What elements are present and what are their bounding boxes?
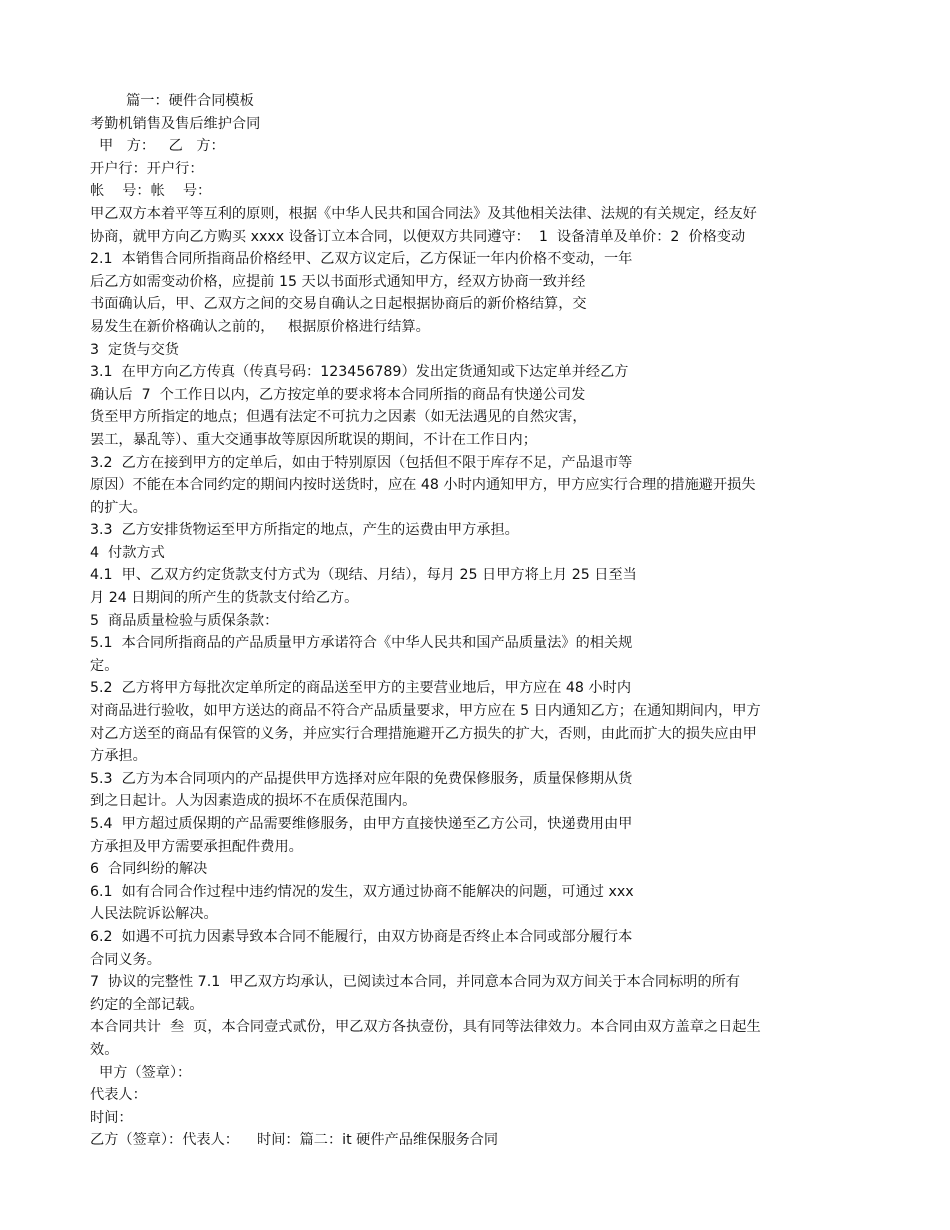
text-line: 罢工，暴乱等）、重大交通事故等原因所耽误的期间，不计在工作日内； bbox=[90, 431, 537, 448]
text-line: 开户行：开户行： bbox=[90, 160, 204, 177]
text-line: 甲方（签章）： bbox=[90, 1064, 192, 1081]
text-line: 确认后 7 个工作日以内，乙方按定单的要求将本合同所指的商品有快递公司发 bbox=[90, 386, 586, 403]
text-line: 时间： bbox=[90, 1109, 133, 1126]
text-line: 约定的全部记载。 bbox=[90, 996, 204, 1013]
text-line: 6 合同纠纷的解决 bbox=[90, 861, 208, 878]
text-line: 篇一：硬件合同模板 bbox=[90, 93, 254, 109]
text-line: 货至甲方所指定的地点；但遇有法定不可抗力之因素（如无法遇见的自然灾害， bbox=[90, 409, 587, 426]
text-line: 5 商品质量检验与质保条款： bbox=[90, 612, 279, 629]
document-body bbox=[90, 90, 880, 1152]
text-line: 5.1 本合同所指商品的产品质量甲方承诺符合《中华人民共和国产品质量法》的相关规 bbox=[90, 635, 633, 652]
text-line: 代表人： bbox=[90, 1087, 147, 1104]
text-line: 方承担及甲方需要承担配件费用。 bbox=[90, 838, 303, 855]
text-line: 帐 号：帐 号： bbox=[90, 183, 212, 200]
text-line: 对乙方送至的商品有保管的义务，并应实行合理措施避开乙方损失的扩大，否则，由此而扩大的损失应由甲 bbox=[90, 725, 757, 742]
text-line: 到之日起计。人为因素造成的损坏不在质保范围内。 bbox=[90, 793, 417, 810]
text-line: 对商品进行验收，如甲方送达的商品不符合产品质量要求，甲方应在 5 日内通知乙方；在通知期间内，甲方 bbox=[90, 703, 761, 720]
text-line: 3 定货与交货 bbox=[90, 341, 179, 358]
text-line: 本合同共计 叁 页，本合同壹式贰份，甲乙双方各执壹份，具有同等法律效力。本合同由双方盖章之日起生 bbox=[90, 1019, 761, 1036]
text-line: 方承担。 bbox=[90, 748, 147, 765]
text-line: 3.2 乙方在接到甲方的定单后，如由于特别原因（包括但不限于库存不足，产品退市等 bbox=[90, 454, 633, 471]
text-line: 效。 bbox=[90, 1041, 119, 1058]
text-line: 6.1 如有合同合作过程中违约情况的发生，双方通过协商不能解决的问题，可通过 xxx bbox=[90, 883, 634, 900]
text-line: 乙方（签章）：代表人： 时间：篇二：it 硬件产品维保服务合同 bbox=[90, 1132, 499, 1149]
text-line: 月 24 日期间的所产生的货款支付给乙方。 bbox=[90, 590, 359, 607]
text-line: 书面确认后，甲、乙双方之间的交易自确认之日起根据协商后的新价格结算，交 bbox=[90, 296, 587, 313]
text-line: 人民法院诉讼解决。 bbox=[90, 906, 218, 923]
text-line: 协商，就甲方向乙方购买 xxxx 设备订立本合同，以便双方共同遵守： 1 设备清单及单价：2 价格变动 bbox=[90, 228, 746, 245]
text-line: 7 协议的完整性 7.1 甲乙双方均承认，已阅读过本合同，并同意本合同为双方间关于本合同标明的所有 bbox=[90, 974, 741, 991]
text-line: 易发生在新价格确认之前的， 根据原价格进行结算。 bbox=[90, 318, 430, 335]
text-line: 6.2 如遇不可抗力因素导致本合同不能履行，由双方协商是否终止本合同或部分履行本 bbox=[90, 928, 633, 945]
text-line: 4.1 甲、乙双方约定货款支付方式为（现结、月结），每月 25 日甲方将上月 25 日至当 bbox=[90, 567, 637, 584]
text-line: 3.3 乙方安排货物运至甲方所指定的地点，产生的运费由甲方承担。 bbox=[90, 522, 519, 539]
text-line: 定。 bbox=[90, 657, 119, 674]
text-line: 5.3 乙方为本合同项内的产品提供甲方选择对应年限的免费保修服务，质量保修期从货 bbox=[90, 770, 633, 787]
text-line: 4 付款方式 bbox=[90, 544, 165, 561]
text-line: 原因）不能在本合同约定的期间内按时送货时，应在 48 小时内通知甲方，甲方应实行合理的措施避开损失 bbox=[90, 477, 756, 494]
text-line: 的扩大。 bbox=[90, 499, 147, 516]
text-line: 甲乙双方本着平等互利的原则，根据《中华人民共和国合同法》及其他相关法律、法规的有关规定，经友好 bbox=[90, 205, 757, 222]
text-line: 5.4 甲方超过质保期的产品需要维修服务，由甲方直接快递至乙方公司，快递费用由甲 bbox=[90, 816, 633, 832]
text-line: 5.2 乙方将甲方每批次定单所定的商品送至甲方的主要营业地后，甲方应在 48 小时内 bbox=[90, 680, 632, 697]
text-line: 后乙方如需变动价格，应提前 15 天以书面形式通知甲方，经双方协商一致并经 bbox=[90, 273, 586, 290]
text-line: 合同义务。 bbox=[90, 951, 161, 968]
text-line: 甲 方： 乙 方： bbox=[90, 138, 225, 155]
text-line: 3.1 在甲方向乙方传真（传真号码：123456789）发出定货通知或下达定单并经乙方 bbox=[90, 364, 629, 381]
text-line: 考勤机销售及售后维护合同 bbox=[90, 115, 261, 132]
text-line: 2.1 本销售合同所指商品价格经甲、乙双方议定后，乙方保证一年内价格不变动，一年 bbox=[90, 251, 633, 268]
